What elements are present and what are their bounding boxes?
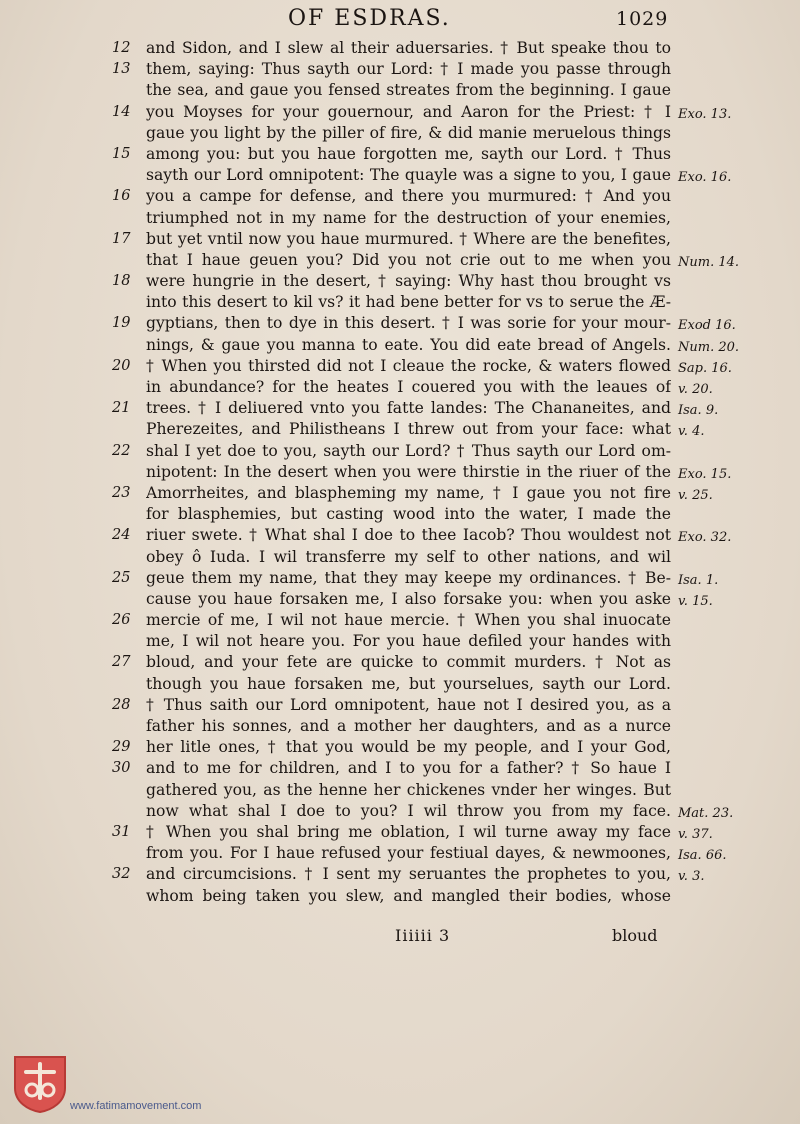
line-text: riuer swete. † What shal I doe to thee Iacob? Thou wouldest not [146,526,671,545]
verse-number: 25 [112,569,131,586]
line-text: you Moyses for your gouernour, and Aaron for the Priest: † I [146,102,671,121]
verse-number: 23 [112,484,131,501]
line-text: and circumcisions. † I sent my seruantes the prophetes to you, [146,865,671,884]
line-text: sayth our Lord omnipotent: The quayle was a signe to you, I gaue [146,166,671,185]
verse-number: 31 [112,823,131,840]
text-line [0,568,800,589]
marginal-reference: v. 37. [678,826,713,842]
line-text: cause you haue forsaken me, I also forsake you: when you aske [146,589,671,608]
text-line [0,737,800,758]
text-line [0,886,800,907]
text-line [0,229,800,250]
text-line [0,610,800,631]
verse-number: 19 [112,315,131,332]
line-text: trees. † I deliuered vnto you fatte landes: The Chananeites, and [146,399,671,418]
marginal-reference: v. 25. [678,487,713,503]
verse-number: 18 [112,273,131,290]
line-text: though you haue forsaken me, but yourselues, sayth our Lord. [146,674,671,693]
line-text: you a campe for defense, and there you murmured: † And you [146,187,671,206]
verse-number: 32 [112,866,131,883]
marginal-reference: v. 4. [678,424,705,440]
text-line [0,123,800,144]
text-line [0,504,800,525]
line-text: gathered you, as the henne her chickenes vnder her winges. But [146,780,671,799]
text-line [0,186,800,207]
text-line [0,462,800,483]
verse-number: 30 [112,760,131,777]
verse-number: 15 [112,145,131,162]
line-text: and Sidon, and I slew al their aduersaries. † But speake thou to [146,39,671,57]
line-text: me, I wil not heare you. For you haue defiled your handes with [146,632,671,651]
line-text: for blasphemies, but casting wood into the water, I made the [146,505,671,524]
seal-logo-icon [12,1054,68,1114]
marginal-reference: Exo. 16. [678,170,732,186]
marginal-reference: Sap. 16. [678,360,732,376]
marginal-reference: Exo. 32. [678,530,732,546]
verse-number: 24 [112,527,131,544]
watermark-site: www.fatimamovement.com [70,1100,202,1112]
text-line [0,250,800,271]
line-text: now what shal I doe to you? I wil throw you from my face. [146,801,671,820]
line-text: † Thus saith our Lord omnipotent, haue not I desired you, as a [146,695,671,714]
text-line [0,292,800,313]
verse-number: 27 [112,654,131,671]
text-line [0,398,800,419]
line-text: Pherezeites, and Philistheans I threw out from your face: what [146,420,671,439]
text-line [0,102,800,123]
text-line [0,674,800,695]
line-text: the sea, and gaue you fensed streates from the beginning. I gaue [146,81,671,100]
line-text: † When you thirsted did not I cleaue the rocke, & waters flowed [146,356,671,375]
marginal-reference: Isa. 66. [678,848,727,864]
text-line [0,483,800,504]
text-line [0,59,800,80]
verse-number: 14 [112,103,131,120]
marginal-reference: Exo. 13. [678,106,732,122]
text-line [0,80,800,101]
verse-number: 22 [112,442,131,459]
text-line [0,313,800,334]
text-line [0,165,800,186]
text-line [0,631,800,652]
line-text: bloud, and your fete are quicke to commit murders. † Not as [146,653,671,672]
text-line [0,716,800,737]
line-text: geue them my name, that they may keepe my ordinances. † Be- [146,568,671,587]
page-footer [0,926,800,950]
line-text: and to me for children, and I to you for a father? † So haue I [146,759,671,778]
line-text: Amorrheites, and blaspheming my name, † I gaue you not fire [146,483,671,502]
line-text: gaue you light by the piller of fire, & did manie meruelous things [146,123,671,142]
text-line [0,652,800,673]
text-line [0,547,800,568]
line-text: nipotent: In the desert when you were thirstie in the riuer of the [146,462,671,481]
marginal-reference: v. 20. [678,382,713,397]
verse-number: 17 [112,230,131,247]
signature-mark: Iiiiii 3 [395,926,451,945]
marginal-reference: Exod 16. [678,318,736,334]
line-text: whom being taken you slew, and mangled their bodies, whose [146,886,671,905]
marginal-reference: Num. 20. [678,339,740,355]
line-text: father his sonnes, and a mother her daughters, and as a nurce [146,717,671,735]
line-text: were hungrie in the desert, † saying: Why hast thou brought vs [146,272,671,291]
text-line [0,525,800,546]
marginal-reference: Isa. 1. [678,572,719,588]
line-text: from you. For I haue refused your festiual dayes, & newmoones, [146,844,671,863]
catchword: bloud [612,926,658,945]
marginal-reference: Isa. 9. [678,403,719,419]
line-text: gyptians, then to dye in this desert. † I was sorie for your mour- [146,314,671,333]
verse-number: 28 [112,696,131,713]
marginal-reference: v. 15. [678,593,713,609]
line-text: among you: but you haue forgotten me, sayth our Lord. † Thus [146,144,671,163]
verse-number: 29 [112,739,131,756]
text-line [0,356,800,377]
running-title: OF ESDRAS. [288,6,451,31]
text-line [0,335,800,356]
line-text: nings, & gaue you manna to eate. You did eate bread of Angels. [146,335,671,354]
line-text: obey ô Iuda. I wil transferre my self to other nations, and wil [146,547,671,566]
text-line [0,271,800,292]
line-text: into this desert to kil vs? it had bene better for vs to serue the Æ- [146,293,671,312]
verse-number: 13 [112,61,131,78]
text-body [0,38,800,907]
marginal-reference: v. 3. [678,869,705,885]
line-text: that I haue geuen you? Did you not crie out to me when you [146,250,671,269]
text-line [0,780,800,801]
text-line [0,758,800,779]
line-text: but yet vntil now you haue murmured. † Where are the benefites, [146,229,671,248]
text-line [0,801,800,822]
line-text: her litle ones, † that you would be my people, and I your God, [146,738,671,757]
verse-number: 16 [112,188,131,205]
text-line [0,822,800,843]
text-line [0,419,800,440]
verse-number: 20 [112,357,131,374]
verse-number: 12 [112,40,131,56]
text-line [0,589,800,610]
running-head [0,4,800,34]
marginal-reference: Exo. 15. [678,466,732,482]
text-line [0,377,800,398]
line-text: triumphed not in my name for the destruction of your enemies, [146,208,671,227]
marginal-reference: Mat. 23. [678,805,734,821]
text-line [0,695,800,716]
page-number: 1029 [616,8,669,30]
text-line [0,843,800,864]
text-line [0,864,800,885]
line-text: them, saying: Thus sayth our Lord: † I made you passe through [146,60,671,79]
line-text: shal I yet doe to you, sayth our Lord? † Thus sayth our Lord om- [146,441,671,460]
text-line [0,38,800,59]
marginal-reference: Num. 14. [678,254,740,270]
line-text: † When you shal bring me oblation, I wil turne away my face [146,822,671,841]
text-line [0,441,800,462]
line-text: in abundance? for the heates I couered you with the leaues of [146,378,671,396]
text-line [0,144,800,165]
line-text: mercie of me, I wil not haue mercie. † When you shal inuocate [146,611,671,630]
verse-number: 21 [112,400,131,417]
verse-number: 26 [112,612,131,629]
text-line [0,208,800,229]
